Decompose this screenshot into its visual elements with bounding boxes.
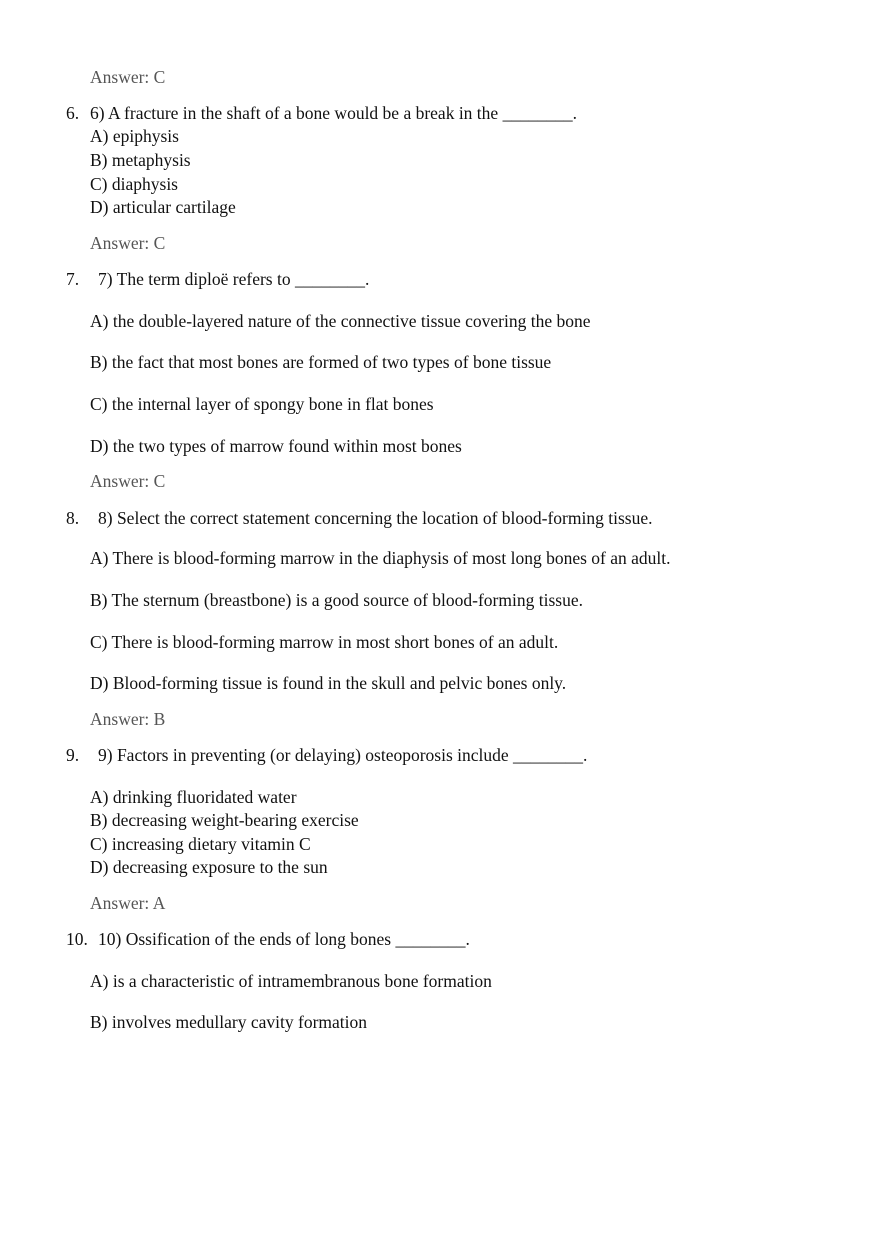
- question-stem: 10) Ossification of the ends of long bones ________.: [98, 929, 470, 949]
- answer-text: Answer: C: [90, 233, 166, 253]
- option-b: B) The sternum (breastbone) is a good source of blood-forming tissue.: [90, 590, 583, 610]
- option-c: C) the internal layer of spongy bone in flat bones: [90, 394, 434, 414]
- answer-text: Answer: C: [90, 471, 166, 491]
- option-c: C) increasing dietary vitamin C: [90, 834, 311, 854]
- option-a: A) There is blood-forming marrow in the diaphysis of most long bones of an adult.: [90, 548, 671, 568]
- option-a: A) the double-layered nature of the connective tissue covering the bone: [90, 311, 591, 331]
- question-number: 7.: [66, 269, 80, 289]
- question-stem: 9) Factors in preventing (or delaying) osteoporosis include ________.: [98, 745, 588, 765]
- option-b: B) involves medullary cavity formation: [90, 1012, 368, 1032]
- option-c: C) diaphysis: [90, 174, 178, 194]
- option-c: C) There is blood-forming marrow in most short bones of an adult.: [90, 632, 559, 652]
- answer-text: Answer: B: [90, 709, 166, 729]
- option-d: D) articular cartilage: [90, 197, 236, 217]
- option-a: A) drinking fluoridated water: [90, 787, 297, 807]
- question-number: 8.: [66, 508, 80, 528]
- question-number: 10.: [66, 929, 88, 949]
- option-b: B) the fact that most bones are formed of two types of bone tissue: [90, 352, 552, 372]
- option-a: A) epiphysis: [90, 126, 179, 146]
- question-stem: 6) A fracture in the shaft of a bone would be a break in the ________.: [90, 103, 577, 123]
- answer-text: Answer: A: [90, 893, 166, 913]
- answer-text: Answer: C: [90, 67, 166, 87]
- option-d: D) decreasing exposure to the sun: [90, 857, 328, 877]
- option-b: B) decreasing weight-bearing exercise: [90, 810, 359, 830]
- option-d: D) Blood-forming tissue is found in the skull and pelvic bones only.: [90, 673, 567, 693]
- question-stem: 7) The term diploë refers to ________.: [98, 269, 370, 289]
- option-d: D) the two types of marrow found within most bones: [90, 436, 462, 456]
- question-number: 9.: [66, 745, 80, 765]
- question-stem: 8) Select the correct statement concerning the location of blood-forming tissue.: [98, 508, 653, 528]
- question-number: 6.: [66, 103, 80, 123]
- option-a: A) is a characteristic of intramembranous bone formation: [90, 971, 492, 991]
- option-b: B) metaphysis: [90, 150, 191, 170]
